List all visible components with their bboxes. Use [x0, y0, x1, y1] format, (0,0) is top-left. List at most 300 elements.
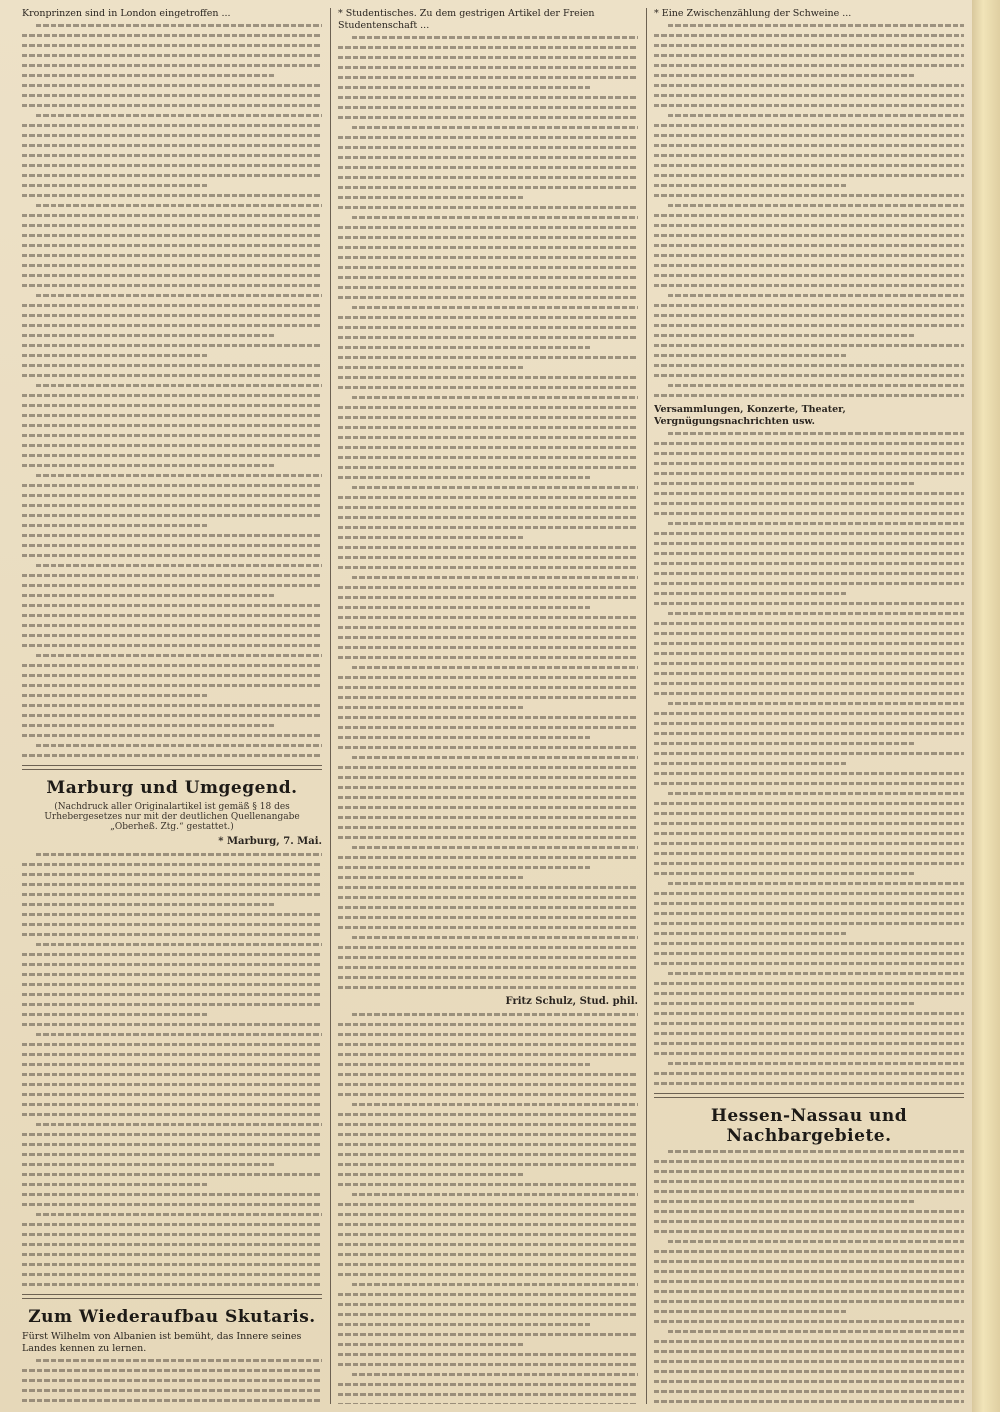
text-line [654, 602, 964, 605]
text-line [338, 1023, 638, 1026]
text-line [338, 866, 590, 869]
text-line [338, 986, 638, 989]
text-line [654, 164, 964, 167]
text-line [654, 1310, 846, 1313]
text-line [338, 236, 638, 239]
text-line [22, 724, 274, 727]
article-body [338, 36, 638, 989]
text-line [338, 136, 638, 139]
text-line [338, 1343, 524, 1346]
text-line [654, 1042, 964, 1045]
text-line [22, 44, 322, 47]
text-line [338, 1213, 638, 1216]
text-line [654, 394, 964, 397]
section-heading-hessen: Hessen-Nassau und Nachbargebiete. [710, 1106, 908, 1146]
text-line [22, 1083, 322, 1086]
text-line [352, 1373, 638, 1376]
text-line [338, 166, 638, 169]
text-line [22, 314, 322, 317]
text-line [338, 736, 590, 739]
text-line [36, 24, 322, 27]
text-line [654, 1250, 964, 1253]
text-line [654, 74, 914, 77]
text-line [338, 436, 638, 439]
text-line [352, 216, 638, 219]
text-line [654, 862, 964, 865]
text-line [654, 852, 964, 855]
text-line [22, 454, 322, 457]
text-line [352, 936, 638, 939]
text-line [338, 1053, 638, 1056]
text-line [338, 956, 638, 959]
section-divider [22, 1294, 322, 1299]
dateline: * Marburg, 7. Mai. [218, 836, 322, 847]
text-line [22, 1283, 322, 1286]
article-body [22, 24, 322, 757]
text-line [36, 654, 322, 657]
text-line [338, 1163, 638, 1166]
text-line [654, 642, 964, 645]
text-line [654, 314, 964, 317]
article-lead: Fürst Wilhelm von Albanien ist bemüht, das Innere seines Landes kennen zu lernen. [22, 1331, 302, 1354]
text-line [338, 1363, 638, 1366]
text-line [22, 594, 274, 597]
text-line [654, 1270, 964, 1273]
text-line [338, 46, 638, 49]
text-line [654, 224, 964, 227]
text-line [22, 374, 322, 377]
text-line [22, 1223, 322, 1226]
text-line [36, 1033, 322, 1036]
text-line [36, 204, 322, 207]
text-line [338, 1233, 638, 1236]
text-line [668, 204, 964, 207]
text-line [22, 1133, 322, 1136]
text-line [654, 84, 964, 87]
text-line [338, 376, 638, 379]
text-line [338, 906, 638, 909]
text-line [338, 386, 638, 389]
text-line [654, 782, 964, 785]
text-line [22, 1103, 322, 1106]
text-line [22, 1093, 322, 1096]
text-line [338, 336, 638, 339]
text-line [22, 184, 208, 187]
text-line [338, 1263, 638, 1266]
text-line [654, 962, 964, 965]
text-line [654, 254, 964, 257]
text-line [654, 592, 846, 595]
text-line [22, 1043, 322, 1046]
text-line [22, 274, 322, 277]
text-line [654, 682, 964, 685]
text-line [654, 104, 964, 107]
text-line [352, 36, 638, 39]
text-line [338, 1303, 638, 1306]
text-line [22, 1073, 322, 1076]
text-line [338, 1083, 638, 1086]
text-line [22, 364, 322, 367]
text-line [36, 943, 322, 946]
text-line [22, 344, 322, 347]
text-line [338, 676, 638, 679]
text-line [338, 516, 638, 519]
text-line [654, 742, 914, 745]
text-line [654, 154, 964, 157]
text-line [338, 86, 590, 89]
text-line [22, 164, 322, 167]
text-line [22, 414, 322, 417]
text-line [22, 154, 322, 157]
text-line [22, 1203, 322, 1206]
text-line [22, 634, 322, 637]
text-line [654, 1290, 964, 1293]
text-line [22, 993, 322, 996]
text-line [22, 464, 274, 467]
text-line [338, 1073, 638, 1076]
text-line [654, 442, 964, 445]
text-line [654, 1390, 964, 1393]
text-line [338, 276, 638, 279]
text-line [654, 34, 964, 37]
text-line [338, 1323, 590, 1326]
text-line [338, 1063, 590, 1066]
text-line [338, 446, 638, 449]
text-line [654, 174, 964, 177]
text-line [22, 394, 322, 397]
text-line [22, 214, 322, 217]
text-line [654, 1380, 964, 1383]
text-line [338, 1033, 638, 1036]
text-line [22, 704, 322, 707]
text-line [22, 963, 322, 966]
text-line [22, 434, 322, 437]
text-line [22, 94, 322, 97]
text-line [338, 266, 638, 269]
text-line [338, 416, 638, 419]
text-line [654, 732, 964, 735]
text-line [654, 1340, 964, 1343]
section-heading-marburg: Marburg und Umgegend. [46, 778, 298, 798]
text-line [338, 456, 638, 459]
text-line [668, 1240, 964, 1243]
text-line [338, 1043, 638, 1046]
text-line [338, 146, 638, 149]
text-line [338, 646, 638, 649]
text-line [338, 1123, 638, 1126]
text-line [22, 334, 274, 337]
text-line [654, 304, 964, 307]
text-line [338, 346, 590, 349]
text-line [352, 756, 638, 759]
text-line [22, 674, 322, 677]
article-body [654, 24, 964, 397]
text-line [22, 1253, 322, 1256]
text-line [338, 1133, 638, 1136]
text-line [654, 822, 964, 825]
text-line [36, 564, 322, 567]
text-line [338, 1383, 638, 1386]
text-line [338, 776, 638, 779]
text-line [352, 486, 638, 489]
text-line [22, 574, 322, 577]
text-line [654, 44, 964, 47]
text-line [352, 846, 638, 849]
text-line [654, 762, 846, 765]
text-line [338, 1403, 638, 1404]
text-line [22, 54, 322, 57]
text-line [22, 1399, 322, 1402]
text-line [22, 1263, 322, 1266]
text-line [22, 104, 322, 107]
text-line [338, 246, 638, 249]
text-line [338, 466, 638, 469]
text-line [338, 616, 638, 619]
text-line [654, 992, 964, 995]
article-body [338, 1013, 638, 1404]
text-line [338, 1313, 638, 1316]
text-line [654, 274, 964, 277]
column-rule [646, 8, 647, 1404]
text-line [338, 1093, 638, 1096]
text-line [338, 876, 524, 879]
text-line [654, 752, 964, 755]
text-line [22, 973, 322, 976]
text-line [338, 1393, 638, 1396]
text-line [22, 554, 322, 557]
text-line [654, 1190, 964, 1193]
text-line [22, 1013, 208, 1016]
text-line [654, 64, 964, 67]
text-line [654, 54, 964, 57]
text-line [36, 1123, 322, 1126]
text-line [654, 502, 964, 505]
text-line [338, 106, 638, 109]
column-3 [654, 8, 964, 1404]
text-line [338, 796, 638, 799]
text-line [654, 952, 964, 955]
text-line [654, 472, 964, 475]
text-line [654, 1170, 964, 1173]
text-line [654, 1072, 964, 1075]
text-line [654, 144, 964, 147]
text-line [654, 194, 964, 197]
text-line [22, 484, 322, 487]
text-line [654, 722, 964, 725]
text-line [22, 1273, 322, 1276]
text-line [338, 656, 638, 659]
text-line [338, 1143, 638, 1146]
article-lead: Kronprinzen sind in London eingetroffen ... [22, 8, 231, 19]
text-line [352, 576, 638, 579]
text-line [654, 692, 964, 695]
text-line [338, 546, 638, 549]
text-line [654, 622, 964, 625]
text-line [338, 806, 638, 809]
text-line [668, 114, 964, 117]
text-line [22, 324, 322, 327]
text-line [338, 256, 638, 259]
text-line [654, 374, 964, 377]
text-line [654, 134, 964, 137]
text-line [22, 74, 274, 77]
text-line [338, 1293, 638, 1296]
column-2 [338, 8, 638, 1404]
text-line [22, 644, 322, 647]
text-line [338, 786, 638, 789]
text-line [338, 116, 638, 119]
text-line [654, 1220, 964, 1223]
text-line [338, 826, 638, 829]
text-line [668, 1150, 964, 1153]
text-line [36, 1359, 322, 1362]
text-line [22, 923, 322, 926]
text-line [654, 462, 964, 465]
text-line [338, 426, 638, 429]
text-line [668, 522, 964, 525]
text-line [654, 214, 964, 217]
article-body [654, 1150, 964, 1404]
article-body [22, 853, 322, 1286]
text-line [352, 1193, 638, 1196]
text-line [654, 452, 964, 455]
text-line [668, 702, 964, 705]
text-line [22, 684, 322, 687]
text-line [338, 286, 638, 289]
page-edge [972, 0, 1000, 1412]
text-line [654, 1400, 964, 1403]
text-line [338, 586, 638, 589]
text-line [338, 896, 638, 899]
text-line [338, 186, 638, 189]
text-line [654, 1082, 964, 1085]
text-line [22, 734, 322, 737]
text-line [338, 606, 590, 609]
text-line [36, 744, 322, 747]
text-line [338, 836, 638, 839]
text-line [338, 566, 638, 569]
text-line [22, 264, 322, 267]
text-line [654, 652, 964, 655]
text-line [338, 66, 638, 69]
text-line [654, 772, 964, 775]
text-line [654, 872, 914, 875]
text-line [654, 1260, 964, 1263]
text-line [22, 284, 322, 287]
text-line [22, 134, 322, 137]
text-line [654, 572, 964, 575]
text-line [338, 596, 638, 599]
text-line [36, 1213, 322, 1216]
text-line [22, 883, 322, 886]
text-line [338, 536, 524, 539]
column-rule [330, 8, 331, 1404]
text-line [22, 244, 322, 247]
text-line [654, 1210, 964, 1213]
text-line [36, 853, 322, 856]
text-line [338, 916, 638, 919]
text-line [338, 746, 638, 749]
text-line [338, 526, 638, 529]
text-line [668, 384, 964, 387]
text-line [22, 254, 322, 257]
text-line [22, 404, 322, 407]
text-line [338, 356, 638, 359]
text-line [352, 306, 638, 309]
text-line [654, 832, 964, 835]
text-line [654, 184, 846, 187]
text-line [338, 1203, 638, 1206]
article-body [654, 432, 964, 1085]
text-line [338, 366, 524, 369]
text-line [338, 496, 638, 499]
text-line [654, 1012, 964, 1015]
article-lead: * Studentisches. Zu dem gestrigen Artikel der Freien Studentenschaft ... [338, 8, 595, 31]
text-line [668, 612, 964, 615]
text-line [36, 114, 322, 117]
text-line [338, 726, 638, 729]
text-line [22, 1003, 322, 1006]
text-line [338, 56, 638, 59]
text-line [654, 1370, 964, 1373]
text-line [338, 156, 638, 159]
text-line [22, 624, 322, 627]
text-line [22, 1143, 322, 1146]
text-line [654, 244, 964, 247]
text-line [352, 1103, 638, 1106]
text-line [654, 712, 964, 715]
text-line [22, 84, 322, 87]
text-line [36, 474, 322, 477]
text-line [352, 666, 638, 669]
text-line [338, 556, 638, 559]
text-line [338, 966, 638, 969]
text-line [654, 532, 964, 535]
text-line [654, 1032, 964, 1035]
text-line [654, 1350, 964, 1353]
text-line [654, 1320, 964, 1323]
text-line [338, 96, 638, 99]
text-line [338, 886, 638, 889]
text-line [338, 946, 638, 949]
text-line [338, 636, 638, 639]
text-line [654, 912, 964, 915]
text-line [22, 504, 322, 507]
text-line [22, 64, 322, 67]
text-line [338, 1113, 638, 1116]
text-line [338, 1253, 638, 1256]
text-line [338, 926, 638, 929]
reprint-note: (Nachdruck aller Originalartikel ist gemäß § 18 des Urhebergesetzes nur mit der deutlichen Quellenangabe „Oberheß. Ztg.“ gestattet.) [44, 802, 300, 832]
text-line [338, 196, 524, 199]
text-line [338, 1173, 524, 1176]
text-line [338, 1223, 638, 1226]
text-line [22, 1153, 322, 1156]
text-line [22, 174, 322, 177]
text-line [668, 972, 964, 975]
text-line [654, 264, 964, 267]
text-line [338, 316, 638, 319]
text-line [654, 354, 846, 357]
text-line [654, 1300, 964, 1303]
text-line [338, 706, 524, 709]
text-line [352, 1283, 638, 1286]
text-line [22, 524, 208, 527]
text-line [22, 124, 322, 127]
text-line [654, 892, 964, 895]
text-line [36, 384, 322, 387]
text-line [338, 816, 638, 819]
